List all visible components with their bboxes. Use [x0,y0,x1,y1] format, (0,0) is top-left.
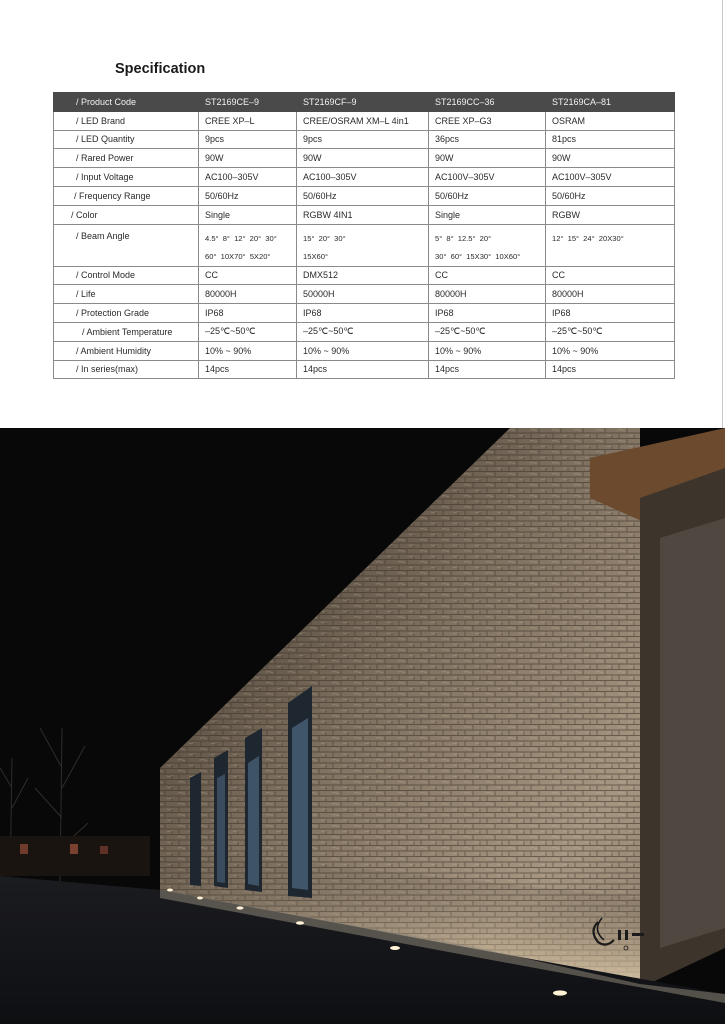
row-label: / Rared Power [54,149,199,168]
table-cell: 9pcs [297,130,429,149]
table-cell: AC100–305V [199,168,297,187]
table-cell: –25℃~50℃ [297,322,429,341]
row-label: / Input Voltage [54,168,199,187]
row-label: / LED Quantity [54,130,199,149]
table-row [54,205,675,224]
spec-page [0,0,725,428]
product-code-cell: ST2169CA–81 [546,93,675,112]
table-cell: CC [429,266,546,285]
table-cell: 10% ~ 90% [429,341,546,360]
table-cell: CC [546,266,675,285]
table-row [54,186,675,205]
table-cell: 14pcs [199,360,297,379]
row-label: / LED Brand [54,111,199,130]
table-cell: 14pcs [546,360,675,379]
table-cell [429,224,546,266]
table-cell: 80000H [199,285,297,304]
table-cell: OSRAM [546,111,675,130]
table-row-beam-angle [54,224,675,266]
table-row [54,111,675,130]
row-label: / Ambient Humidity [54,341,199,360]
specification-table [53,92,675,379]
table-row [54,168,675,187]
table-cell: RGBW 4IN1 [297,205,429,224]
row-label: / Protection Grade [54,304,199,323]
table-cell: –25℃~50℃ [546,322,675,341]
table-cell: IP68 [199,304,297,323]
table-cell [199,224,297,266]
row-label: / In series(max) [54,360,199,379]
row-label: / Frequency Range [54,186,199,205]
table-cell [297,224,429,266]
table-cell: 9pcs [199,130,297,149]
table-cell: 10% ~ 90% [297,341,429,360]
table-cell: CC [199,266,297,285]
table-cell: RGBW [546,205,675,224]
table-row [54,360,675,379]
table-cell: 80000H [546,285,675,304]
table-cell: 50/60Hz [199,186,297,205]
table-cell: 14pcs [429,360,546,379]
table-cell: 10% ~ 90% [199,341,297,360]
beam-angle-line: 15° 20° 30° [303,233,346,243]
page-edge-rule [722,0,723,428]
table-cell: 81pcs [546,130,675,149]
table-cell: AC100V–305V [546,168,675,187]
table-cell: 80000H [429,285,546,304]
table-row [54,266,675,285]
product-code-cell: ST2169CF–9 [297,93,429,112]
table-cell: 10% ~ 90% [546,341,675,360]
table-cell: 50/60Hz [546,186,675,205]
beam-angle-line: 12° 15° 24° 20X30° [552,233,624,243]
table-cell: 50000H [297,285,429,304]
table-cell: 50/60Hz [297,186,429,205]
table-header-row [54,93,675,112]
table-cell: Single [199,205,297,224]
beam-angle-line: 4.5° 8° 12° 20° 30° [205,233,277,243]
beam-angle-line: 60° 10X70° 5X20° [205,251,271,261]
table-cell: 50/60Hz [429,186,546,205]
table-cell: DMX512 [297,266,429,285]
row-label: / Color [54,205,199,224]
table-cell: AC100V–305V [429,168,546,187]
table-cell [546,224,675,266]
row-label: / Life [54,285,199,304]
table-cell: 36pcs [429,130,546,149]
beam-angle-line: 15X60° [303,251,328,261]
table-cell: 90W [429,149,546,168]
distant-lights [0,836,150,876]
night-wall-photo [0,428,725,1024]
table-cell: CREE XP–G3 [429,111,546,130]
section-title: Specification [115,61,206,77]
table-cell: 90W [297,149,429,168]
beam-angle-line: 5° 8° 12.5° 20° [435,233,492,243]
table-cell: AC100–305V [297,168,429,187]
product-code-cell: ST2169CE–9 [199,93,297,112]
table-cell: –25℃~50℃ [429,322,546,341]
table-cell: IP68 [429,304,546,323]
row-label: / Beam Angle [54,224,199,266]
table-row [54,304,675,323]
table-cell: CREE/OSRAM XM–L 4in1 [297,111,429,130]
row-label: / Ambient Temperature [54,322,199,341]
table-row [54,285,675,304]
table-cell: –25℃~50℃ [199,322,297,341]
table-cell: CREE XP–L [199,111,297,130]
table-cell: 90W [199,149,297,168]
table-row [54,130,675,149]
row-label: / Control Mode [54,266,199,285]
table-row [54,341,675,360]
table-cell: IP68 [546,304,675,323]
table-row [54,322,675,341]
row-label: / Product Code [54,93,199,112]
table-cell: Single [429,205,546,224]
table-cell: 90W [546,149,675,168]
product-code-cell: ST2169CC–36 [429,93,546,112]
table-cell: 14pcs [297,360,429,379]
beam-angle-line: 30° 60° 15X30° 10X60° [435,251,521,261]
table-row [54,149,675,168]
table-cell: IP68 [297,304,429,323]
